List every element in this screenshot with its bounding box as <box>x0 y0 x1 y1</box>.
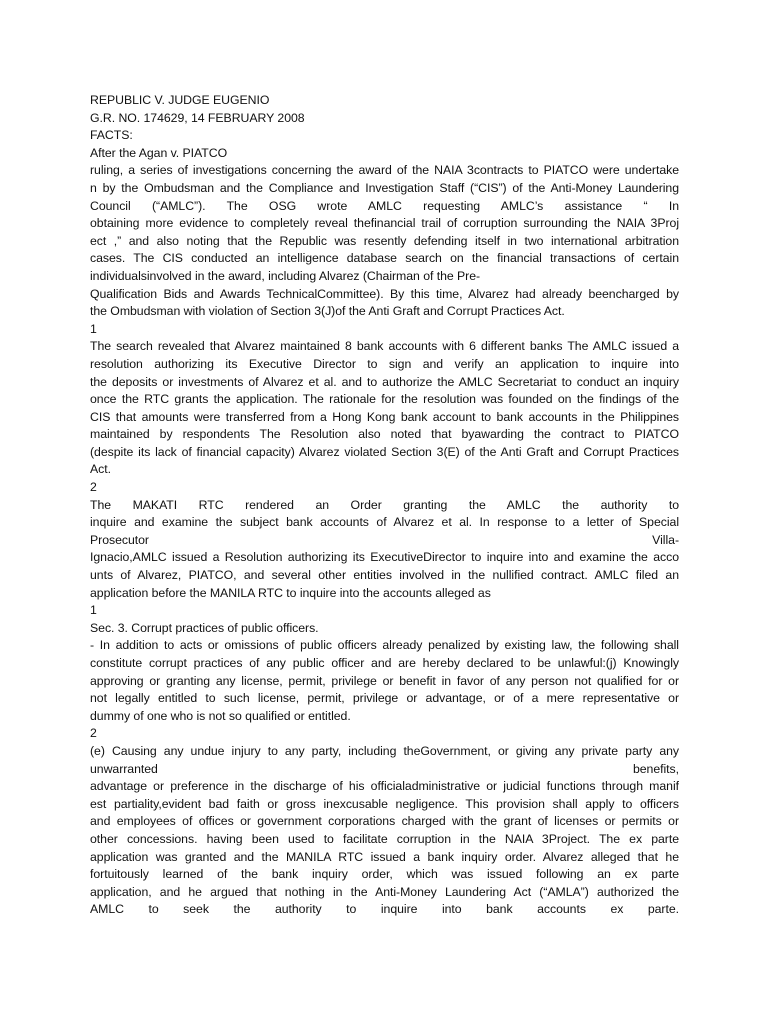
document-line: The search revealed that Alvarez maintained 8 bank accounts with 6 different banks The AMLC issued a <box>90 339 679 354</box>
document-line: and employees of offices or government corporations charged with the grant of licenses or permits or <box>90 814 679 829</box>
document-line: application before the MANILA RTC to inquire into the accounts alleged as <box>90 585 491 600</box>
document-line: resolution authorizing its Executive Director to sign and verify an application to inquire into <box>90 356 679 371</box>
document-line: application was granted and the MANILA RTC issued a bank inquiry order. Alvarez alleged that he <box>90 849 679 864</box>
document-line: Council (“AMLC”). The OSG wrote AMLC requesting AMLC’s assistance “ In <box>90 198 679 213</box>
document-line: other concessions. having been used to facilitate corruption in the NAIA 3Project. The ex parte <box>90 831 679 846</box>
document-line: obtaining more evidence to completely reveal thefinancial trail of corruption surrounding the NAIA 3Proj <box>90 216 679 231</box>
document-line: approving or granting any license, permit, privilege or benefit in favor of any person not qualified for or <box>90 673 679 688</box>
document-line: est partiality,evident bad faith or gross inexcusable negligence. This provision shall apply to officers <box>90 796 679 811</box>
document-line: Qualification Bids and Awards TechnicalCommittee). By this time, Alvarez had already beencharged by <box>90 286 679 301</box>
document-line: application, and he argued that nothing in the Anti-Money Laundering Act (“AMLA”) authorized the <box>90 884 679 899</box>
document-line: 2 <box>90 726 97 741</box>
document-line: not legally entitled to such license, permit, privilege or advantage, or of a mere representative or <box>90 691 679 706</box>
document-line: individualsinvolved in the award, including Alvarez (Chairman of the Pre- <box>90 268 481 283</box>
document-line: cases. The CIS conducted an intelligence database search on the financial transactions of certain <box>90 251 679 266</box>
document-line: inquire and examine the subject bank accounts of Alvarez et al. In response to a letter of Special <box>90 515 679 530</box>
document-line: maintained by respondents The Resolution also noted that byawarding the contract to PIATCO <box>90 427 679 442</box>
document-line: (e) Causing any undue injury to any party, including theGovernment, or giving any private party any <box>90 743 679 758</box>
document-line: The MAKATI RTC rendered an Order granting the AMLC the authority to <box>90 497 679 512</box>
document-line: Act. <box>90 462 111 477</box>
document-line: REPUBLIC V. JUDGE EUGENIO <box>90 93 270 107</box>
document-line: (despite its lack of financial capacity) Alvarez violated Section 3(E) of the Anti Graft and Corrupt Practices <box>90 444 679 459</box>
document-line: FACTS: <box>90 128 133 143</box>
document-line: CIS that amounts were transferred from a Hong Kong bank account to bank accounts in the Philippines <box>90 409 679 424</box>
document-line: Prosecutor Villa- <box>90 532 679 547</box>
document-line: After the Agan v. PIATCO <box>90 145 228 160</box>
document-body <box>90 92 679 919</box>
document-line: unts of Alvarez, PIATCO, and several other entities involved in the nullified contract. AMLC filed an <box>90 568 679 583</box>
document-line: fortuitously learned of the bank inquiry order, which was issued following an ex parte <box>90 867 679 882</box>
document-line: n by the Ombudsman and the Compliance and Investigation Staff (“CIS”) of the Anti-Money Laundering <box>90 180 679 195</box>
document-line: Sec. 3. Corrupt practices of public officers. <box>90 620 319 635</box>
document-line: advantage or preference in the discharge of his officialadministrative or judicial functions through manif <box>90 779 679 794</box>
document-line: constitute corrupt practices of any public officer and are hereby declared to be unlawful:(j) Knowingly <box>90 656 679 670</box>
document-line: once the RTC grants the application. The rationale for the resolution was founded on the findings of the <box>90 392 679 407</box>
document-line: G.R. NO. 174629, 14 FEBRUARY 2008 <box>90 110 305 125</box>
document-line: 1 <box>90 321 97 336</box>
document-line: the deposits or investments of Alvarez et al. and to authorize the AMLC Secretariat to conduct an inquiry <box>90 374 679 389</box>
document-line: unwarranted benefits, <box>90 761 679 776</box>
document-line: ruling, a series of investigations concerning the award of the NAIA 3contracts to PIATCO were undertake <box>90 163 679 178</box>
document-line: - In addition to acts or omissions of public officers already penalized by existing law, the following shall <box>90 638 679 653</box>
document-line: 1 <box>90 603 97 618</box>
document-line: ect ,” and also noting that the Republic was resently defending itself in two international arbitration <box>90 233 679 248</box>
document-line: Ignacio,AMLC issued a Resolution authorizing its ExecutiveDirector to inquire into and examine the acco <box>90 550 679 565</box>
document-line: 2 <box>90 480 97 495</box>
document-line: AMLC to seek the authority to inquire into bank accounts ex parte. <box>90 902 679 917</box>
document-line: dummy of one who is not so qualified or entitled. <box>90 708 351 723</box>
document-line: the Ombudsman with violation of Section 3(J)of the Anti Graft and Corrupt Practices Act. <box>90 304 565 319</box>
